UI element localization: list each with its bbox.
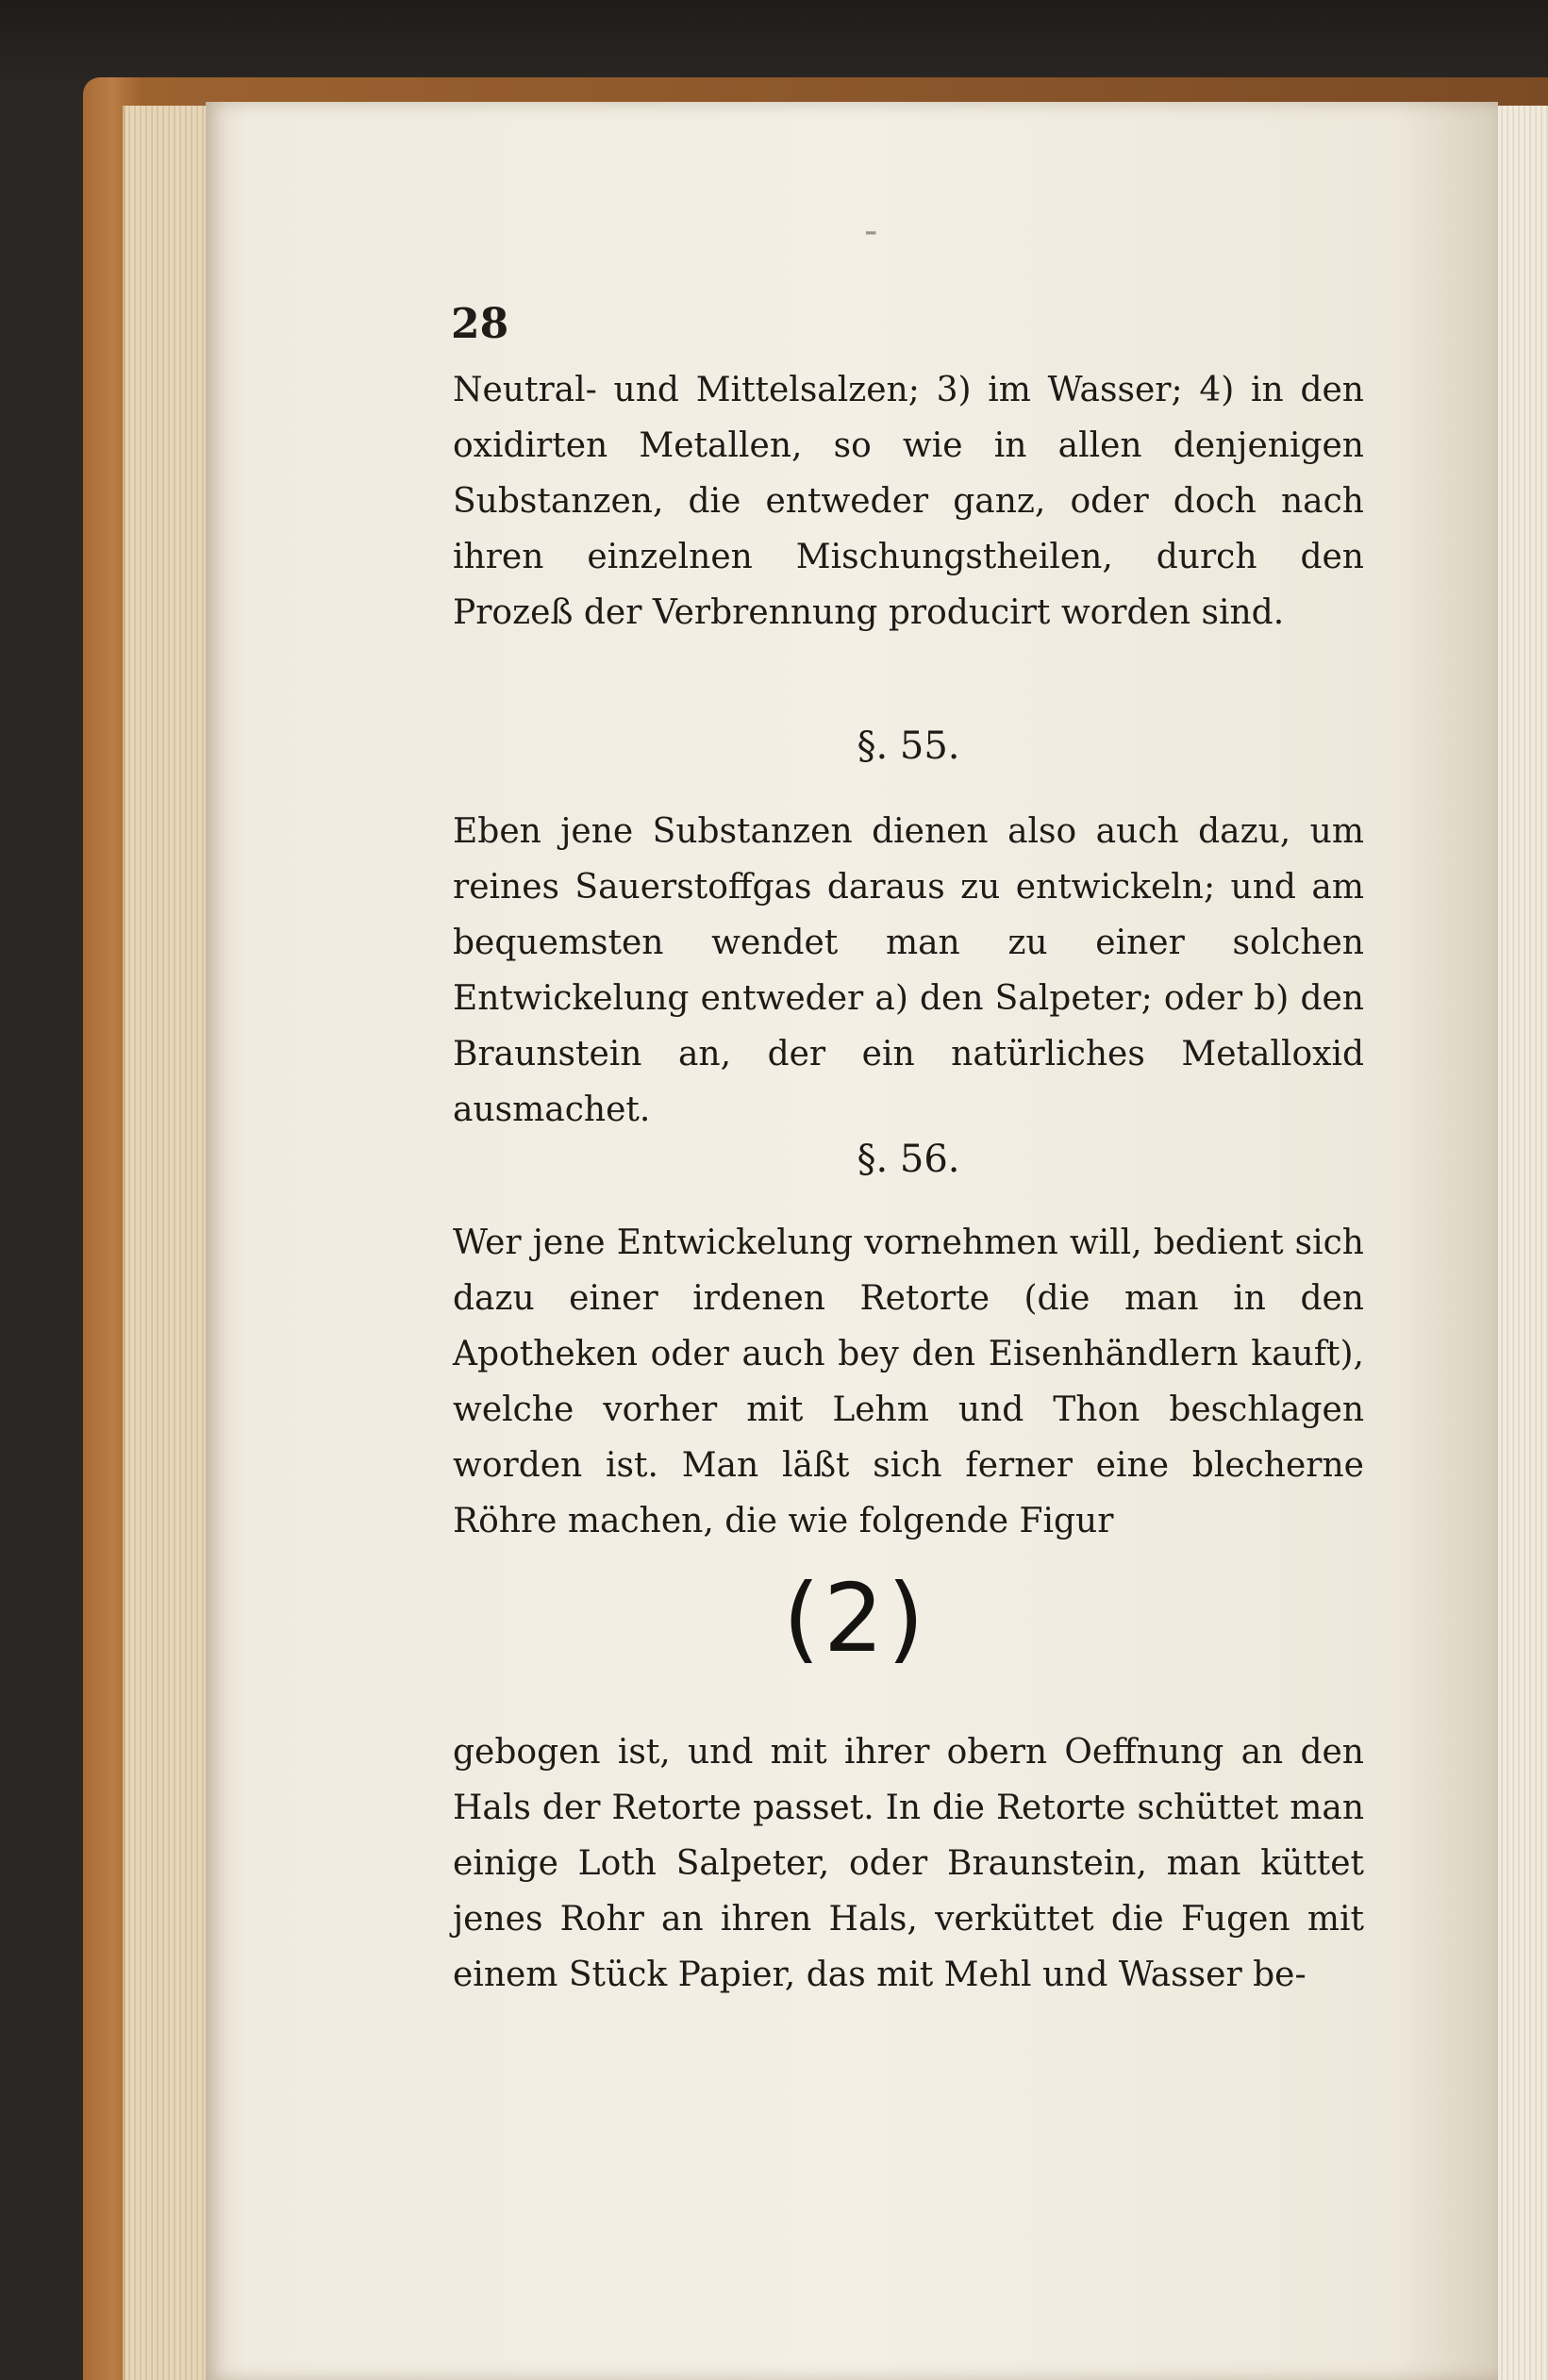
figure-reference: (2) bbox=[783, 1563, 928, 1673]
top-marker: - bbox=[864, 209, 878, 253]
page-number: 28 bbox=[451, 300, 509, 348]
paragraph-intro: Neutral- und Mittelsalzen; 3) im Wasser; 4) in den oxidirten Metallen, so wie in allen denjenigen Substanzen, die entweder ganz, oder doch nach ihren einzelnen Mischungstheilen, durch den Prozeß der Verbrennung producirt worden sind. bbox=[453, 371, 1364, 632]
section-56-text: Wer jene Entwickelung vornehmen will, bedient sich dazu einer irdenen Retorte (die man in den Apotheken oder auch bey den Eisenhändlern kauft), welche vorher mit Lehm und Thon beschlagen worden ist. Man läßt sich ferner eine blecherne Röhre machen, die wie folgende Figur bbox=[453, 1223, 1364, 1540]
continuation-text: gebogen ist, und mit ihrer obern Oeffnung an den Hals der Retorte passet. In die Retorte schüttet man einige Loth Salpeter, oder Braunstein, man küttet jenes Rohr an ihren Hals, verküttet die Fugen mit einem Stück Papier, das mit Mehl und Wasser be- bbox=[453, 1733, 1364, 1994]
section-56-heading: §. 56. bbox=[857, 1138, 960, 1181]
page-edges-left bbox=[123, 106, 210, 2380]
section-55-heading: §. 55. bbox=[857, 724, 960, 768]
section-55-text: Eben jene Substanzen dienen also auch dazu, um reines Sauerstoffgas daraus zu entwickeln; und am bequemsten wendet man zu einer solchen Entwickelung entweder a) den Salpeter; oder b) den Braunstein an, der ein natürliches Metalloxid ausmachet. bbox=[453, 812, 1364, 1129]
page-edges-right bbox=[1498, 106, 1548, 2380]
